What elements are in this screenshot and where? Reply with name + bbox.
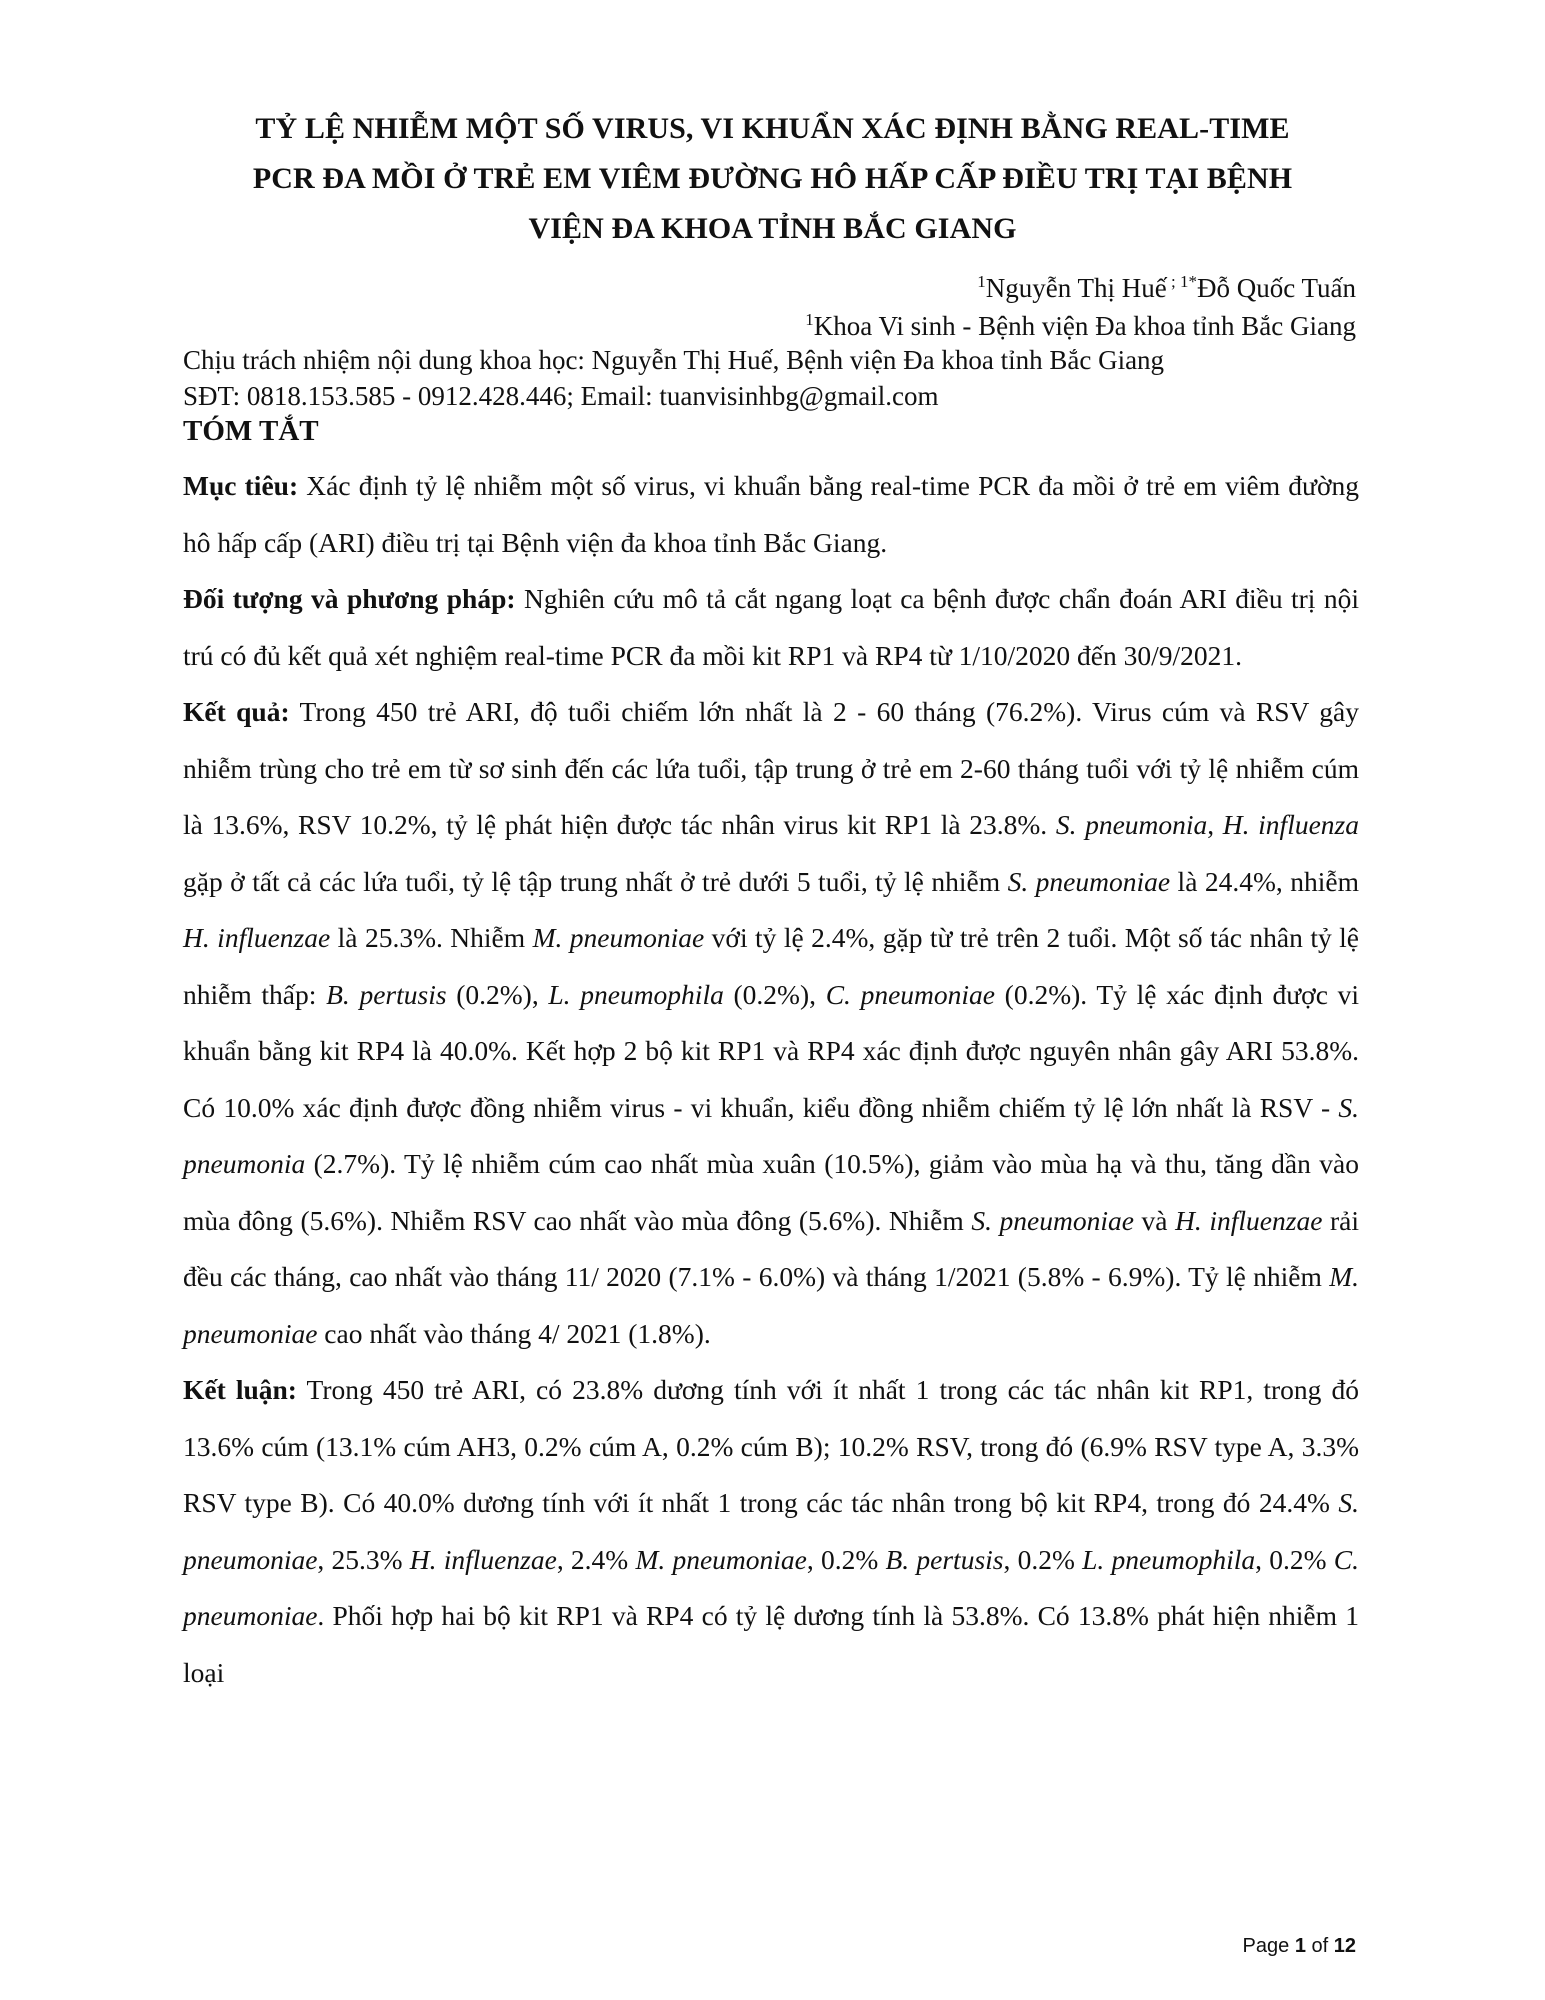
species-name: H. influenza — [1222, 809, 1359, 840]
species-name: M. pneumoniae — [532, 922, 705, 953]
text-run: (0.2%). Tỷ lệ xác định được vi khuẩn bằng kit RP4 là 40.0%. Kết hợp 2 bộ kit RP1 và RP4 xác định được nguyên nhân gây ARI 53.8%. Có 10.0% xác định được đồng nhiễm virus - vi khuẩn, kiểu đồng nhiễm chiếm tỷ lệ lớn nhất là RSV - — [183, 978, 1359, 1123]
text-run: và — [1133, 1204, 1176, 1236]
page-footer — [1243, 1935, 1356, 1958]
methods-paragraph — [183, 571, 1359, 684]
abstract-body — [183, 458, 1359, 1701]
text-run: Trong 450 trẻ ARI, độ tuổi chiếm lớn nhất là 2 - 60 tháng (76.2%). Virus cúm và RSV gây nhiễm trùng cho trẻ em từ sơ sinh đến các lứa tuổi, tập trung ở trẻ em 2-60 tháng tuổi với tỷ lệ nhiễm cúm là 13.6%, RSV 10.2%, tỷ lệ phát hiện được tác nhân virus kit RP1 là 23.8%. — [183, 696, 1359, 840]
title-line-1: TỶ LỆ NHIỄM MỘT SỐ VIRUS, VI KHUẨN XÁC ĐỊNH BẰNG REAL-TIME — [255, 112, 1290, 145]
text-run: Trong 450 trẻ ARI, có 23.8% dương tính với ít nhất 1 trong các tác nhân kit RP1, trong đó 13.6% cúm (13.1% cúm AH3, 0.2% cúm A, 0.2% cúm B); 10.2% RSV, trong đó (6.9% RSV type A, 3.3% RSV type B). Có 40.0% dương tính với ít nhất 1 trong các tác nhân trong bộ kit RP4, trong đó 24.4% — [183, 1374, 1359, 1518]
text-run: , 0.2% — [806, 1543, 886, 1575]
text-run: , 2.4% — [556, 1543, 636, 1575]
species-name: H. influenzae — [183, 922, 331, 953]
objective-label: Mục tiêu: — [183, 470, 299, 501]
text-run: là 25.3%. Nhiễm — [330, 922, 533, 953]
paper-title — [150, 104, 1395, 254]
author-superscript: 1 — [977, 272, 986, 291]
author-superscript: 1* — [1179, 272, 1197, 291]
text-run: , 0.2% — [1003, 1543, 1083, 1575]
text-run: (0.2%), — [446, 978, 549, 1010]
author-line — [977, 272, 1356, 304]
text-run: , 0.2% — [1255, 1543, 1334, 1575]
text-run: (0.2%), — [723, 978, 826, 1010]
text-run: (2.7%). Tỷ lệ nhiễm cúm cao nhất mùa xuân (10.5%), giảm vào mùa hạ và thu, tăng dần vào mùa đông (5.6%). Nhiễm RSV cao nhất vào mùa đông (5.6%). Nhiễm — [183, 1148, 1359, 1236]
responsible-author-line: Chịu trách nhiệm nội dung khoa học: Nguyễn Thị Huế, Bệnh viện Đa khoa tỉnh Bắc Giang — [183, 345, 1165, 375]
text-run: rải đều các tháng, cao nhất vào tháng 11/ 2020 (7.1% - 6.0%) và tháng 1/2021 (5.8% - 6.9%). Tỷ lệ nhiễm — [183, 1204, 1359, 1292]
species-name: B. pertusis — [885, 1543, 1004, 1575]
summary-heading: TÓM TẮT — [183, 415, 319, 447]
species-name: H. influenzae — [409, 1543, 557, 1575]
text-run: với tỷ lệ 2.4%, gặp từ trẻ trên 2 tuổi. Một số tác nhân tỷ lệ nhiễm thấp: — [183, 922, 1359, 1010]
objective-text: Xác định tỷ lệ nhiễm một số virus, vi khuẩn bằng real-time PCR đa mồi ở trẻ em viêm đường hô hấp cấp (ARI) điều trị tại Bệnh viện đa khoa tỉnh Bắc Giang. — [183, 470, 1359, 558]
page-word: Page — [1242, 1935, 1290, 1957]
page-current: 1 — [1294, 1935, 1306, 1957]
text-run: là 24.4%, nhiễm — [1170, 865, 1359, 897]
species-name: M. pneumoniae — [635, 1543, 807, 1575]
text-run: . Phối hợp hai bộ kit RP1 và RP4 có tỷ lệ dương tính là 53.8%. Có 13.8% phát hiện nhiễm 1 loại — [183, 1600, 1359, 1688]
author-name: Nguyễn Thị Huế — [985, 273, 1167, 303]
species-name: S. pneumonia — [1055, 809, 1208, 840]
title-line-3: VIỆN ĐA KHOA TỈNH BẮC GIANG — [528, 212, 1017, 245]
species-name: M. pneumoniae — [183, 1261, 1359, 1349]
species-name: S. pneumoniae — [1007, 865, 1171, 897]
affiliation-text: Khoa Vi sinh - Bệnh viện Đa khoa tỉnh Bắc Giang — [813, 311, 1356, 341]
text-run: gặp ở tất cả các lứa tuổi, tỷ lệ tập trung nhất ở trẻ dưới 5 tuổi, tỷ lệ nhiễm — [183, 865, 1008, 897]
conclusion-paragraph — [183, 1362, 1359, 1701]
species-name: H. influenzae — [1175, 1204, 1323, 1236]
author-separator: ; — [1166, 272, 1180, 291]
species-name: B. pertusis — [326, 978, 447, 1010]
results-paragraph — [183, 684, 1359, 1362]
species-name: C. pneumoniae — [825, 978, 995, 1010]
methods-label: Đối tượng và phương pháp: — [183, 583, 516, 614]
text-run: cao nhất vào tháng 4/ 2021 (1.8%). — [317, 1317, 711, 1349]
species-name: S. pneumoniae — [971, 1204, 1134, 1236]
conclusion-label: Kết luận: — [183, 1374, 297, 1405]
page-of: of — [1311, 1935, 1329, 1957]
results-label: Kết quả: — [183, 696, 290, 727]
species-name: L. pneumophila — [548, 978, 724, 1010]
affiliation-line — [805, 310, 1356, 342]
affiliation-superscript: 1 — [805, 310, 814, 329]
page-total: 12 — [1333, 1935, 1356, 1957]
text-run: , — [1207, 809, 1223, 840]
objective-paragraph — [183, 458, 1359, 571]
author-name: Đỗ Quốc Tuấn — [1196, 273, 1356, 303]
species-name: S. pneumoniae — [183, 1487, 1359, 1575]
species-name: S. pneumonia — [183, 1091, 1359, 1179]
title-line-2: PCR ĐA MỒI Ở TRẺ EM VIÊM ĐƯỜNG HÔ HẤP CẤP ĐIỀU TRỊ TẠI BỆNH — [252, 162, 1293, 195]
species-name: L. pneumophila — [1082, 1543, 1256, 1575]
contact-line: SĐT: 0818.153.585 - 0912.428.446; Email: tuanvisinhbg@gmail.com — [183, 381, 939, 411]
methods-text: Nghiên cứu mô tả cắt ngang loạt ca bệnh được chẩn đoán ARI điều trị nội trú có đủ kết quả xét nghiệm real-time PCR đa mồi kit RP1 và RP4 từ 1/10/2020 đến 30/9/2021. — [183, 583, 1359, 671]
species-name: C. pneumoniae — [183, 1543, 1359, 1631]
text-run: , 25.3% — [317, 1543, 410, 1575]
